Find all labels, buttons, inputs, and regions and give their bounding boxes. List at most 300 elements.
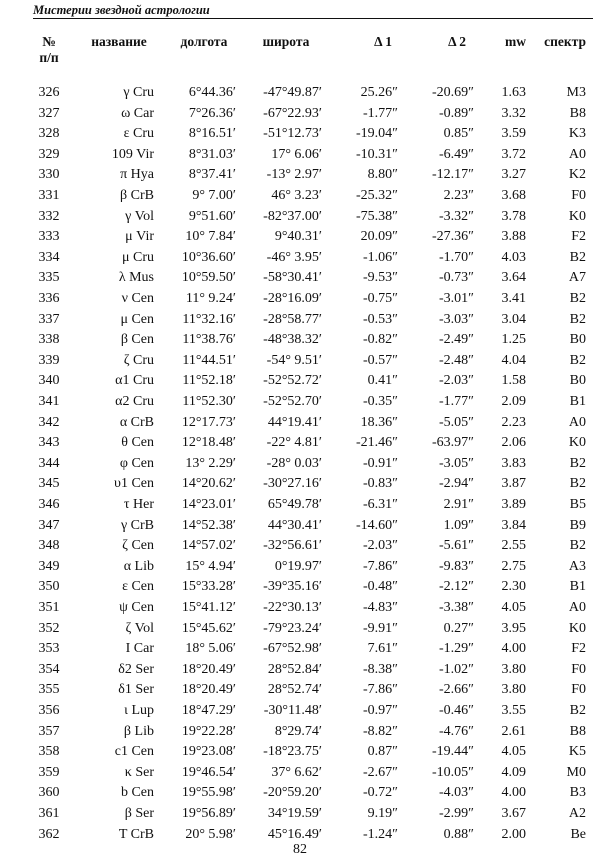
star-number: 328: [38, 126, 60, 142]
delta1-value: -0.48″: [363, 579, 398, 595]
table-row: [0, 535, 600, 557]
spectrum-value: A0: [568, 600, 586, 615]
magnitude-value: 4.09: [501, 764, 526, 780]
magnitude-value: 2.75: [501, 558, 526, 574]
latitude-value: -32°56.61′: [263, 538, 322, 554]
spectrum-value: K0: [568, 208, 586, 224]
longitude-value: 19°46.54′: [181, 764, 236, 780]
delta2-value: -2.03″: [439, 373, 474, 389]
star-number: 344: [38, 455, 60, 471]
star-number: 361: [38, 806, 60, 821]
running-head: Мистерии звездной астрологии: [33, 3, 593, 19]
star-name: θ Cen: [121, 435, 154, 451]
star-number: 355: [38, 682, 60, 698]
longitude-value: 20° 5.98′: [185, 826, 236, 842]
table-row: [0, 741, 600, 763]
star-number: 334: [38, 249, 60, 265]
longitude-value: 11° 9.24′: [185, 291, 236, 306]
table-row: [0, 103, 600, 125]
delta2-value: -9.83″: [439, 558, 474, 574]
magnitude-value: 3.59: [501, 126, 526, 142]
latitude-value: -30°11.48′: [263, 703, 322, 718]
star-name: γ CrB: [120, 517, 154, 533]
longitude-value: 8°16.51′: [188, 126, 236, 142]
delta2-value: -27.36″: [432, 229, 474, 245]
delta1-value: -8.38″: [363, 661, 398, 677]
delta2-value: -2.48″: [439, 352, 474, 368]
star-name: ε Cen: [122, 579, 154, 595]
delta2-value: -1.77″: [439, 394, 474, 409]
longitude-value: 11°38.76′: [182, 332, 236, 348]
table-row: [0, 494, 600, 516]
delta2-value: -1.29″: [439, 641, 474, 657]
delta1-value: -1.77″: [363, 105, 398, 121]
delta2-value: -1.70″: [439, 249, 474, 265]
header-num: [30, 34, 68, 66]
longitude-value: 6°44.36′: [188, 85, 236, 100]
latitude-value: 37° 6.62′: [271, 764, 322, 780]
magnitude-value: 2.06: [501, 435, 526, 451]
delta1-value: -0.97″: [363, 703, 398, 718]
latitude-value: -13° 2.97′: [266, 167, 322, 183]
delta2-value: -10.05″: [432, 764, 474, 780]
table-row: [0, 226, 600, 248]
magnitude-value: 4.05: [501, 600, 526, 615]
star-number: 337: [38, 311, 60, 327]
latitude-value: -28° 0.03′: [266, 455, 322, 471]
delta2-value: 0.88″: [443, 826, 474, 842]
magnitude-value: 2.09: [501, 394, 526, 409]
spectrum-value: B5: [569, 497, 586, 512]
spectrum-value: K0: [568, 620, 586, 636]
table-row: [0, 473, 600, 495]
spectrum-value: F2: [571, 641, 586, 657]
delta1-value: -0.53″: [363, 311, 398, 327]
longitude-value: 7°26.36′: [188, 105, 236, 121]
delta2-value: -0.73″: [439, 270, 474, 286]
longitude-value: 10° 7.84′: [185, 229, 236, 245]
delta2-value: -19.44″: [432, 744, 474, 760]
delta2-value: 2.23″: [443, 188, 474, 203]
latitude-value: -18°23.75′: [263, 744, 322, 760]
longitude-value: 18°20.49′: [181, 661, 236, 677]
latitude-value: 9°40.31′: [274, 229, 322, 245]
star-number: 329: [38, 146, 60, 162]
table-row: [0, 618, 600, 640]
magnitude-value: 3.88: [501, 229, 526, 245]
magnitude-value: 3.67: [501, 806, 526, 821]
latitude-value: -52°52.70′: [263, 394, 322, 409]
magnitude-value: 3.55: [501, 703, 526, 718]
star-name: ω Car: [121, 105, 154, 121]
star-name: β CrB: [120, 188, 154, 203]
delta1-value: -1.06″: [363, 249, 398, 265]
table-row: [0, 782, 600, 804]
star-name: κ Ser: [124, 764, 154, 780]
spectrum-value: B9: [569, 517, 586, 533]
longitude-value: 9°51.60′: [188, 208, 236, 224]
delta2-value: -3.01″: [439, 291, 474, 306]
delta1-value: 9.19″: [367, 806, 398, 821]
table-row: [0, 123, 600, 145]
table-row: [0, 432, 600, 454]
delta2-value: 0.27″: [443, 620, 474, 636]
header-longitude: долгота: [180, 34, 228, 49]
star-number: 345: [38, 476, 60, 492]
spectrum-value: Be: [570, 826, 586, 842]
star-number: 332: [38, 208, 60, 224]
delta1-value: -2.03″: [363, 538, 398, 554]
latitude-value: -52°52.72′: [263, 373, 322, 389]
delta2-value: -3.05″: [439, 455, 474, 471]
delta1-value: 20.09″: [360, 229, 398, 245]
star-number: 350: [38, 579, 60, 595]
star-number: 360: [38, 785, 60, 801]
delta2-value: -2.12″: [439, 579, 474, 595]
magnitude-value: 1.25: [501, 332, 526, 348]
longitude-value: 15°45.62′: [181, 620, 236, 636]
magnitude-value: 3.84: [501, 517, 526, 533]
header-delta1: Δ 1: [374, 34, 392, 49]
star-number: 354: [38, 661, 60, 677]
spectrum-value: B3: [569, 785, 586, 801]
magnitude-value: 3.72: [501, 146, 526, 162]
table-row: [0, 82, 600, 104]
star-name: α2 Cru: [115, 394, 154, 409]
header-mw: mw: [505, 34, 526, 49]
delta2-value: -20.69″: [432, 85, 474, 100]
delta2-value: -2.66″: [439, 682, 474, 698]
magnitude-value: 3.83: [501, 455, 526, 471]
latitude-value: -67°22.93′: [263, 105, 322, 121]
delta2-value: -0.89″: [439, 105, 474, 121]
spectrum-value: B1: [569, 579, 586, 595]
spectrum-value: B2: [569, 249, 586, 265]
header-latitude: широта: [262, 34, 310, 49]
star-name: I Car: [125, 641, 154, 657]
star-name: α CrB: [119, 414, 154, 430]
delta2-value: -6.49″: [439, 146, 474, 162]
delta2-value: -63.97″: [432, 435, 474, 451]
spectrum-value: M3: [566, 85, 586, 100]
longitude-value: 19°55.98′: [181, 785, 236, 801]
delta1-value: -6.31″: [363, 497, 398, 512]
table-row: [0, 576, 600, 598]
header-name: название: [91, 34, 147, 49]
star-number: 346: [38, 497, 60, 512]
delta1-value: -7.86″: [363, 558, 398, 574]
star-number: 348: [38, 538, 60, 554]
delta2-value: -2.49″: [439, 332, 474, 348]
magnitude-value: 3.80: [501, 682, 526, 698]
star-number: 342: [38, 414, 60, 430]
delta1-value: -19.04″: [356, 126, 398, 142]
star-number: 353: [38, 641, 60, 657]
delta1-value: -2.67″: [363, 764, 398, 780]
star-number: 333: [38, 229, 60, 245]
longitude-value: 12°18.48′: [181, 435, 236, 451]
spectrum-value: B2: [569, 311, 586, 327]
star-number: 327: [38, 105, 60, 121]
magnitude-value: 2.23: [501, 414, 526, 430]
spectrum-value: F2: [571, 229, 586, 245]
table-row: [0, 185, 600, 207]
magnitude-value: 4.04: [501, 352, 526, 368]
magnitude-value: 2.00: [501, 826, 526, 842]
table-row: [0, 515, 600, 537]
magnitude-value: 4.00: [501, 641, 526, 657]
latitude-value: 34°19.59′: [267, 806, 322, 821]
longitude-value: 10°59.50′: [181, 270, 236, 286]
latitude-value: 44°19.41′: [267, 414, 322, 430]
table-row: [0, 164, 600, 186]
longitude-value: 11°52.18′: [182, 373, 236, 389]
header-num-sub: п/п: [39, 50, 59, 65]
latitude-value: 45°16.49′: [267, 826, 322, 842]
magnitude-value: 3.68: [501, 188, 526, 203]
delta1-value: 25.26″: [360, 85, 398, 100]
table-row: [0, 700, 600, 722]
star-number: 356: [38, 703, 60, 718]
table-row: [0, 679, 600, 701]
spectrum-value: K2: [568, 167, 586, 183]
header-num-label: №: [42, 34, 56, 49]
header-delta2: Δ 2: [448, 34, 466, 49]
delta1-value: -10.31″: [356, 146, 398, 162]
magnitude-value: 3.95: [501, 620, 526, 636]
star-number: 341: [38, 394, 60, 409]
delta2-value: 0.85″: [443, 126, 474, 142]
delta1-value: 0.41″: [367, 373, 398, 389]
longitude-value: 12°17.73′: [181, 414, 236, 430]
delta1-value: -0.75″: [363, 291, 398, 306]
delta1-value: -0.83″: [363, 476, 398, 492]
longitude-value: 15° 4.94′: [185, 558, 236, 574]
latitude-value: -47°49.87′: [263, 85, 322, 100]
star-number: 326: [38, 85, 60, 100]
star-name: α Lib: [123, 558, 154, 574]
star-name: ψ Cen: [119, 600, 154, 615]
star-number: 352: [38, 620, 60, 636]
star-name: μ Vir: [125, 229, 154, 245]
magnitude-value: 1.63: [501, 85, 526, 100]
star-name: δ1 Ser: [118, 682, 154, 698]
latitude-value: 8°29.74′: [274, 723, 322, 739]
star-name: δ2 Ser: [118, 661, 154, 677]
star-name: T CrB: [118, 826, 154, 842]
delta1-value: -0.57″: [363, 352, 398, 368]
star-number: 340: [38, 373, 60, 389]
latitude-value: -46° 3.95′: [266, 249, 322, 265]
delta1-value: -0.35″: [363, 394, 398, 409]
latitude-value: -22°30.13′: [263, 600, 322, 615]
delta1-value: -25.32″: [356, 188, 398, 203]
star-name: π Hya: [120, 167, 154, 183]
longitude-value: 14°23.01′: [181, 497, 236, 512]
longitude-value: 19°22.28′: [181, 723, 236, 739]
spectrum-value: K5: [568, 744, 586, 760]
table-row: [0, 412, 600, 434]
delta2-value: -2.99″: [439, 806, 474, 821]
star-number: 351: [38, 600, 60, 615]
star-name: ζ Vol: [125, 620, 154, 636]
star-number: 336: [38, 291, 60, 306]
delta2-value: -5.05″: [439, 414, 474, 430]
star-name: ν Cen: [121, 291, 154, 306]
star-name: γ Cru: [123, 85, 154, 100]
latitude-value: -20°59.20′: [263, 785, 322, 801]
star-name: λ Mus: [118, 270, 154, 286]
delta2-value: -0.46″: [439, 703, 474, 718]
star-name: 109 Vir: [111, 146, 154, 162]
delta2-value: -2.94″: [439, 476, 474, 492]
latitude-value: -22° 4.81′: [266, 435, 322, 451]
longitude-value: 18°47.29′: [181, 703, 236, 718]
delta1-value: -0.82″: [363, 332, 398, 348]
table-row: [0, 721, 600, 743]
star-name: τ Her: [123, 497, 154, 512]
longitude-value: 11°52.30′: [182, 394, 236, 409]
star-name: c1 Cen: [114, 744, 154, 760]
star-name: υ1 Cen: [114, 476, 154, 492]
longitude-value: 14°20.62′: [181, 476, 236, 492]
delta1-value: -9.91″: [363, 620, 398, 636]
table-row: [0, 247, 600, 269]
table-row: [0, 803, 600, 825]
star-name: β Cen: [120, 332, 154, 348]
delta1-value: -7.86″: [363, 682, 398, 698]
delta2-value: -4.03″: [439, 785, 474, 801]
spectrum-value: K3: [568, 126, 586, 142]
latitude-value: -39°35.16′: [263, 579, 322, 595]
star-name: ι Lup: [124, 703, 154, 718]
star-name: ζ Cen: [122, 538, 154, 554]
spectrum-value: B8: [569, 723, 586, 739]
star-name: μ Cru: [121, 249, 154, 265]
table-row: [0, 659, 600, 681]
longitude-value: 13° 2.29′: [185, 455, 236, 471]
spectrum-value: B2: [569, 352, 586, 368]
longitude-value: 14°52.38′: [181, 517, 236, 533]
longitude-value: 18° 5.06′: [185, 641, 236, 657]
longitude-value: 10°36.60′: [181, 249, 236, 265]
spectrum-value: B0: [569, 332, 586, 348]
star-number: 362: [38, 826, 60, 842]
magnitude-value: 3.89: [501, 497, 526, 512]
delta1-value: 18.36″: [360, 414, 398, 430]
star-number: 343: [38, 435, 60, 451]
latitude-value: -28°16.09′: [263, 291, 322, 306]
star-name: α1 Cru: [115, 373, 154, 389]
latitude-value: 0°19.97′: [274, 558, 322, 574]
star-name: ζ Cru: [123, 352, 154, 368]
table-row: [0, 453, 600, 475]
latitude-value: -30°27.16′: [263, 476, 322, 492]
magnitude-value: 3.87: [501, 476, 526, 492]
magnitude-value: 3.04: [501, 311, 526, 327]
longitude-value: 8°37.41′: [188, 167, 236, 183]
star-number: 347: [38, 517, 60, 533]
table-row: [0, 267, 600, 289]
header-spectrum: спектр: [544, 34, 586, 49]
spectrum-value: A0: [568, 414, 586, 430]
longitude-value: 18°20.49′: [181, 682, 236, 698]
spectrum-value: F0: [571, 682, 586, 698]
delta1-value: 0.87″: [367, 744, 398, 760]
star-number: 335: [38, 270, 60, 286]
delta1-value: -1.24″: [363, 826, 398, 842]
delta2-value: 2.91″: [443, 497, 474, 512]
table-row: [0, 391, 600, 413]
latitude-value: 65°49.78′: [267, 497, 322, 512]
magnitude-value: 3.64: [501, 270, 526, 286]
delta1-value: 7.61″: [367, 641, 398, 657]
delta1-value: 8.80″: [367, 167, 398, 183]
table-row: [0, 638, 600, 660]
delta2-value: -3.32″: [439, 208, 474, 224]
table-row: [0, 329, 600, 351]
longitude-value: 15°33.28′: [181, 579, 236, 595]
latitude-value: 28°52.74′: [267, 682, 322, 698]
spectrum-value: A3: [568, 558, 586, 574]
longitude-value: 11°44.51′: [182, 352, 236, 368]
table-row: [0, 206, 600, 228]
star-name: φ Cen: [119, 455, 154, 471]
delta2-value: -5.61″: [439, 538, 474, 554]
latitude-value: 28°52.84′: [267, 661, 322, 677]
magnitude-value: 3.80: [501, 661, 526, 677]
table-row: [0, 370, 600, 392]
delta1-value: -75.38″: [356, 208, 398, 224]
longitude-value: 15°41.12′: [181, 600, 236, 615]
magnitude-value: 2.55: [501, 538, 526, 554]
delta2-value: -12.17″: [432, 167, 474, 183]
star-name: ε Cru: [123, 126, 154, 142]
star-name: μ Cen: [120, 311, 154, 327]
page-number: 82: [293, 842, 307, 857]
star-number: 338: [38, 332, 60, 348]
spectrum-value: B2: [569, 291, 586, 306]
delta2-value: -1.02″: [439, 661, 474, 677]
spectrum-value: F0: [571, 188, 586, 203]
delta1-value: -0.72″: [363, 785, 398, 801]
star-number: 330: [38, 167, 60, 183]
delta2-value: -4.76″: [439, 723, 474, 739]
spectrum-value: B2: [569, 455, 586, 471]
latitude-value: 17° 6.06′: [271, 146, 322, 162]
magnitude-value: 1.58: [501, 373, 526, 389]
longitude-value: 9° 7.00′: [192, 188, 236, 203]
latitude-value: -28°58.77′: [263, 311, 322, 327]
latitude-value: -58°30.41′: [263, 270, 322, 286]
table-row: [0, 597, 600, 619]
table-row: [0, 288, 600, 310]
longitude-value: 11°32.16′: [182, 311, 236, 327]
star-name: γ Vol: [125, 208, 154, 224]
delta1-value: -4.83″: [363, 600, 398, 615]
magnitude-value: 2.30: [501, 579, 526, 595]
latitude-value: -67°52.98′: [263, 641, 322, 657]
spectrum-value: B2: [569, 538, 586, 554]
delta1-value: -21.46″: [356, 435, 398, 451]
longitude-value: 14°57.02′: [181, 538, 236, 554]
latitude-value: -51°12.73′: [263, 126, 322, 142]
spectrum-value: B0: [569, 373, 586, 389]
spectrum-value: A2: [568, 806, 586, 821]
latitude-value: -54° 9.51′: [266, 352, 322, 368]
table-row: [0, 350, 600, 372]
magnitude-value: 3.32: [501, 105, 526, 121]
